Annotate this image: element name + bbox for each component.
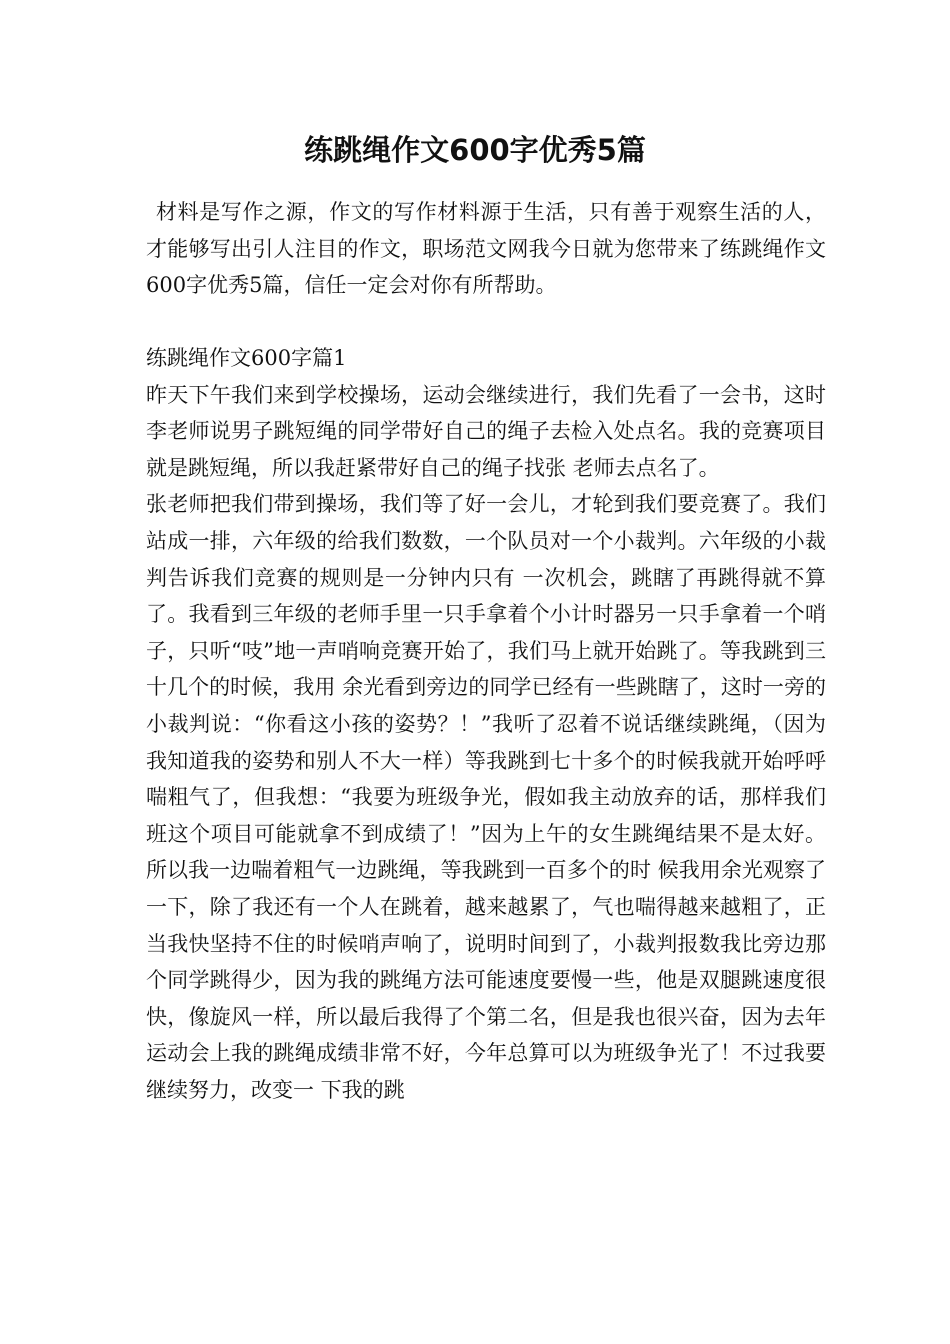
body-paragraph-2: 张老师把我们带到操场，我们等了好一会儿，才轮到我们要竞赛了。我们站成一排，六年级的给我们数数，一个队员对一个小裁判。六年级的小裁判告诉我们竞赛的规则是一分钟内只有 一次机会，跳瞎了再跳得就不算了。我看到三年级的老师手里一只手拿着个小计时器另一只手拿着一个哨子，只听“吱”地一声哨响竞赛开始了，我们马上就开始跳了。等我跳到三十几个的时候，我用 余光看到旁边的同学已经有一些跳瞎了，这时一旁的小裁判说：“你看这小孩的姿势？！”我听了忍着不说话继续跳绳，（因为我知道我的姿势和别人不大一样）等我跳到七十多个的时候我就开始呼呼 喘粗气了，但我想：“我要为班级争光，假如我主动放弃的话，那样我们班这个项目可能就拿不到成绩了！”因为上午的女生跳绳结果不是太好。所以我一边喘着粗气一边跳绳，等我跳到一百多个的时 候我用余光观察了一下，除了我还有一个人在跳着，越来越累了，气也喘得越来越粗了，正当我快坚持不住的时候哨声响了，说明时间到了，小裁判报数我比旁边那个同学跳得少，因为我的跳绳方法可能速度要慢一些，他是双腿跳速度很快，像旋风一样，所以最后我得了个第二名，但是我也很兴奋，因为去年运动会上我的跳绳成绩非常不好，今年总算可以为班级争光了！不过我要继续努力，改变一 下我的跳	[146, 492, 826, 1102]
article-body	[146, 340, 826, 1108]
document-title: 练跳绳作文600字优秀5篇	[304, 133, 646, 167]
body-paragraph-1: 昨天下午我们来到学校操场，运动会继续进行，我们先看了一会书，这时李老师说男子跳短绳的同学带好自己的绳子去检入处点名。我的竞赛项目就是跳短绳，所以我赶紧带好自己的绳子找张 老师去点名了。	[146, 382, 826, 480]
section-heading: 练跳绳作文600字篇1	[146, 346, 347, 370]
intro-paragraph: 材料是写作之源，作文的写作材料源于生活，只有善于观察生活的人，才能够写出引人注目的作文，职场范文网我今日就为您带来了练跳绳作文600字优秀5篇，信任一定会对你有所帮助。	[146, 200, 826, 298]
